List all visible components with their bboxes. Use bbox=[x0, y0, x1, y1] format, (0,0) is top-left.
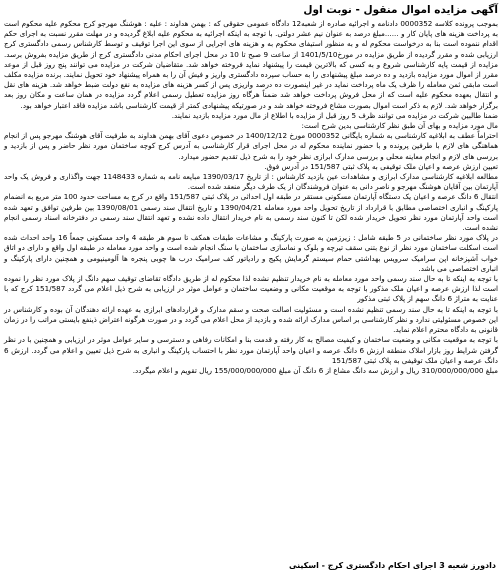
auction-notice bbox=[4, 3, 498, 573]
notice-paragraph: با توجه به اینکه تا به حال سند رسمی واحد مورد معامله به نام خریدار تنظیم نشده لذا محکوم له از طریق دادگاه تقاضای توقیف سهم دانگ از پلاک مورد نظر را نموده است لذا ارزش عرصه و اعیان ملک مذکور با توجه به موقعیت مکانی و وضعیت ساختمان و عوامل موثر در ارزیابی به شرح ذیل اعلام می گردد 151/587 کرج که با عنایت به متراژ 6 دانگ سهم از پلاک ثبتی مذکور bbox=[4, 274, 498, 304]
notice-paragraph: مبلغ 310/000/000/000 ریال و ارزش سه دانگ مشاع از 6 دانگ آن مبلغ 155/000/000/000 ریال تقویم و اعلام میگردد. bbox=[132, 365, 498, 375]
notice-paragraph: مطالعه ابلاغیه کارشناسی مدارک ابرازی و مشاهدات عین بازدید کارشناس : از تاریخ 1390/03/17 مبایعه نامه به شماره 1148433 جهت واگذاری و فروش یک واحد آپارتمان بین آقایان هوشنگ مهرجو و ناصر دانی به عنوان فروشندگان از یک طرف دیگر منعقد شده است. bbox=[4, 172, 499, 192]
notice-title: آگهی مزایده اموال منقول - نوبت اول bbox=[303, 4, 498, 16]
notice-paragraph: با توجه به اینکه تا به حال سند رسمی تنظیم نشده است و مسئولیت اصالت صحت و سقم مدارک و قراردادهای ابرازی به عهده ارائه دهندگان آن بوده و کارشناس در این خصوص مسئولیتی ندارد و نظر کارشناسی بر اساس مدارک ارائه شده و بازدید از محل اعلام می گردد و در صورت هرگونه اعتراض ذینفع بایستی مراتب را در زمان قانونی به دادگاه محترم اعلام نماید. bbox=[4, 304, 498, 335]
notice-signature: دادورز شعبه 3 اجرای احکام دادگستری کرج - اسکینی bbox=[288, 561, 496, 570]
notice-paragraph: در پلاک مورد نظر ساختمانی در 5 طبقه شامل : زیرزمین به صورت پارکینگ و مشاعات طبقات همکف تا سوم هر طبقه 4 واحد مسکونی جمعاً 16 واحد احداث شده است اسکلت ساختمان مورد نظر از نوع بتنی سقف تیرچه و بلوک و نماسازی ساختمان با سنگ انجام شده است و واحد مورد معامله در طبقه اول واقع و دارای دو اتاق خواب آشپزخانه اپن سرامیک سرویس بهداشتی حمام سیستم گرمایش پکیج و رادیاتور کف سرامیک درب ها چوبی پنجره ها آلومینیومی و همچنین دارای پارکینگ و انباری اختصاصی می باشد. bbox=[4, 233, 499, 273]
notice-paragraph: مال مورد مزایده و بهای آن طبق نظر کارشناسی بدین شرح است: bbox=[301, 121, 498, 131]
notice-paragraph: انتقال 6 دانگ عرصه و اعیان یک دستگاه آپارتمان مسکونی مستقر در طبقه اول احداثی در پلاک ثبتی 151/587 واقع در کرج به مساحت حدود 100 متر مربع به انضمام پارکینگ و انباری اختصاصی مطابق با قرارداد از تاریخ تحویل واحد مورد معامله 1390/04/21 و تاریخ انتقال سند رسمی 1390/08/01 بین طرفین توافق و تعهد شده است واحد آپارتمان مورد نظر تحویل خریدار شده لکن تا کنون سند رسمی به نام خریدار انتقال داده نشده و تعهد انتقال سند رسمی در دفترخانه اسناد رسمی انجام نشده است. bbox=[4, 192, 498, 233]
notice-paragraph: ضمنا طالبین شرکت در مزایده می توانند ظرف 5 روز قبل از مزایده با اطلاع از مال مورد مزایده بازدید نمایند. bbox=[171, 110, 498, 120]
notice-paragraph: با توجه به موقعیت مکانی و وضعیت ساختمان و کیفیت مصالح به کار رفته و قدمت بنا و امکانات رفاهی و دسترسی و سایر عوامل موثر در ارزیابی و همچنین با در نظر گرفتن شرایط روز بازار املاک منطقه ارزش 6 دانگ عرصه و اعیان واحد آپارتمان مورد نظر با احتساب پارکینگ و انباری به شرح ذیل تعیین و اعلام می گردد. ارزش 6 دانگ عرصه و اعیان ملک توقیفی به پلاک ثبتی 151/587 bbox=[4, 335, 498, 365]
notice-paragraph: احتراماً عطف به ابلاغیه کارشناسی به شماره بایگانی 0000352 مورخ 1400/12/12 در خصوص دعوی آقای بهمن هداوند به طرفیت آقای هوشنگ مهرجو پس از انجام هماهنگی های لازم با طرفین پرونده و با حضور نماینده محکوم له در محل اجرای قرار کارشناسی به آدرس کرج کوچه ساختمان مورد نظر حاضر و پس از بازدید و بررسی های لازم و انجام معاینه محلی و بررسی مدارک ابرازی نظر خود را به شرح ذیل تقدیم حضور میدارد. bbox=[4, 131, 498, 161]
notice-paragraph: تعیین ارزش عرصه و اعیان ملک توقیفی به پلاک ثبتی 151/587 در آدرس فوق. bbox=[264, 161, 498, 171]
notice-paragraph: بموجب پرونده کلاسه 0000352 دادنامه و اجرائیه صادره از شعبه12 دادگاه عمومی حقوقی که : بهمن هداوند : علیه : هوشنگ مهرجو کرج محکوم علیه محکوم است به پرداخت هزینه های پایان کار و ......مبلغ درصد به عنوان نیم عشر دولتی. با توجه به اینکه اجرائیه به محکوم علیه ابلاغ گردیده و در مهلت مقرر نسبت به اجرای حکم اقدام ننموده است بنا به درخواست محکوم له و به منظور استیفای محکوم به و هزینه های اجرایی از سوی این اجرا توقیف و توسط کارشناس رسمی دادگستری کرج ارزیابی شده و مقرر گردیده از طریق مزایده در مورخ1401/5/10 از ساعت 9 صبح تا 10 در محل اجرای احکام مدنی دادگستری کرج از طریق مزایده بفروش برسد. مزایده از قیمت پایه کارشناسی شروع و به کسی که بالاترین قیمت را پیشنهاد نماید فروخته خواهد شد. متقاضیان شرکت در مزایده می توانند پنج روز قبل از موعد مقرر از اموال مورد مزایده بازدید و ده درصد مبلغ پیشنهادی را به حساب سپرده دادگستری واریز و فیش آن را به همراه پیشنهاد خود تحویل نمایند. برنده مزایده مکلف است مابقی ثمن معامله را ظرف یک ماه پرداخت نماید در غیر اینصورت ده درصد واریزی پس از کسر هزینه های مزایده به نفع دولت ضبط خواهد شد. هزینه های نقل و انتقال بعهده محکوم علیه است که از محل فروش پرداخت خواهد شد ضمناً هرگاه روز مزایده تعطیل رسمی اعلام گردد مزایده در همان ساعت و مکان روز بعد برگزار خواهد شد. لازم به ذکر است اموال بصورت مشاع فروخته خواهد شد و در صورتیکه پیشنهادی کمتر از قیمت کارشناسی باشد مزایده فاقد اعتبار خواهد بود. bbox=[4, 19, 498, 110]
